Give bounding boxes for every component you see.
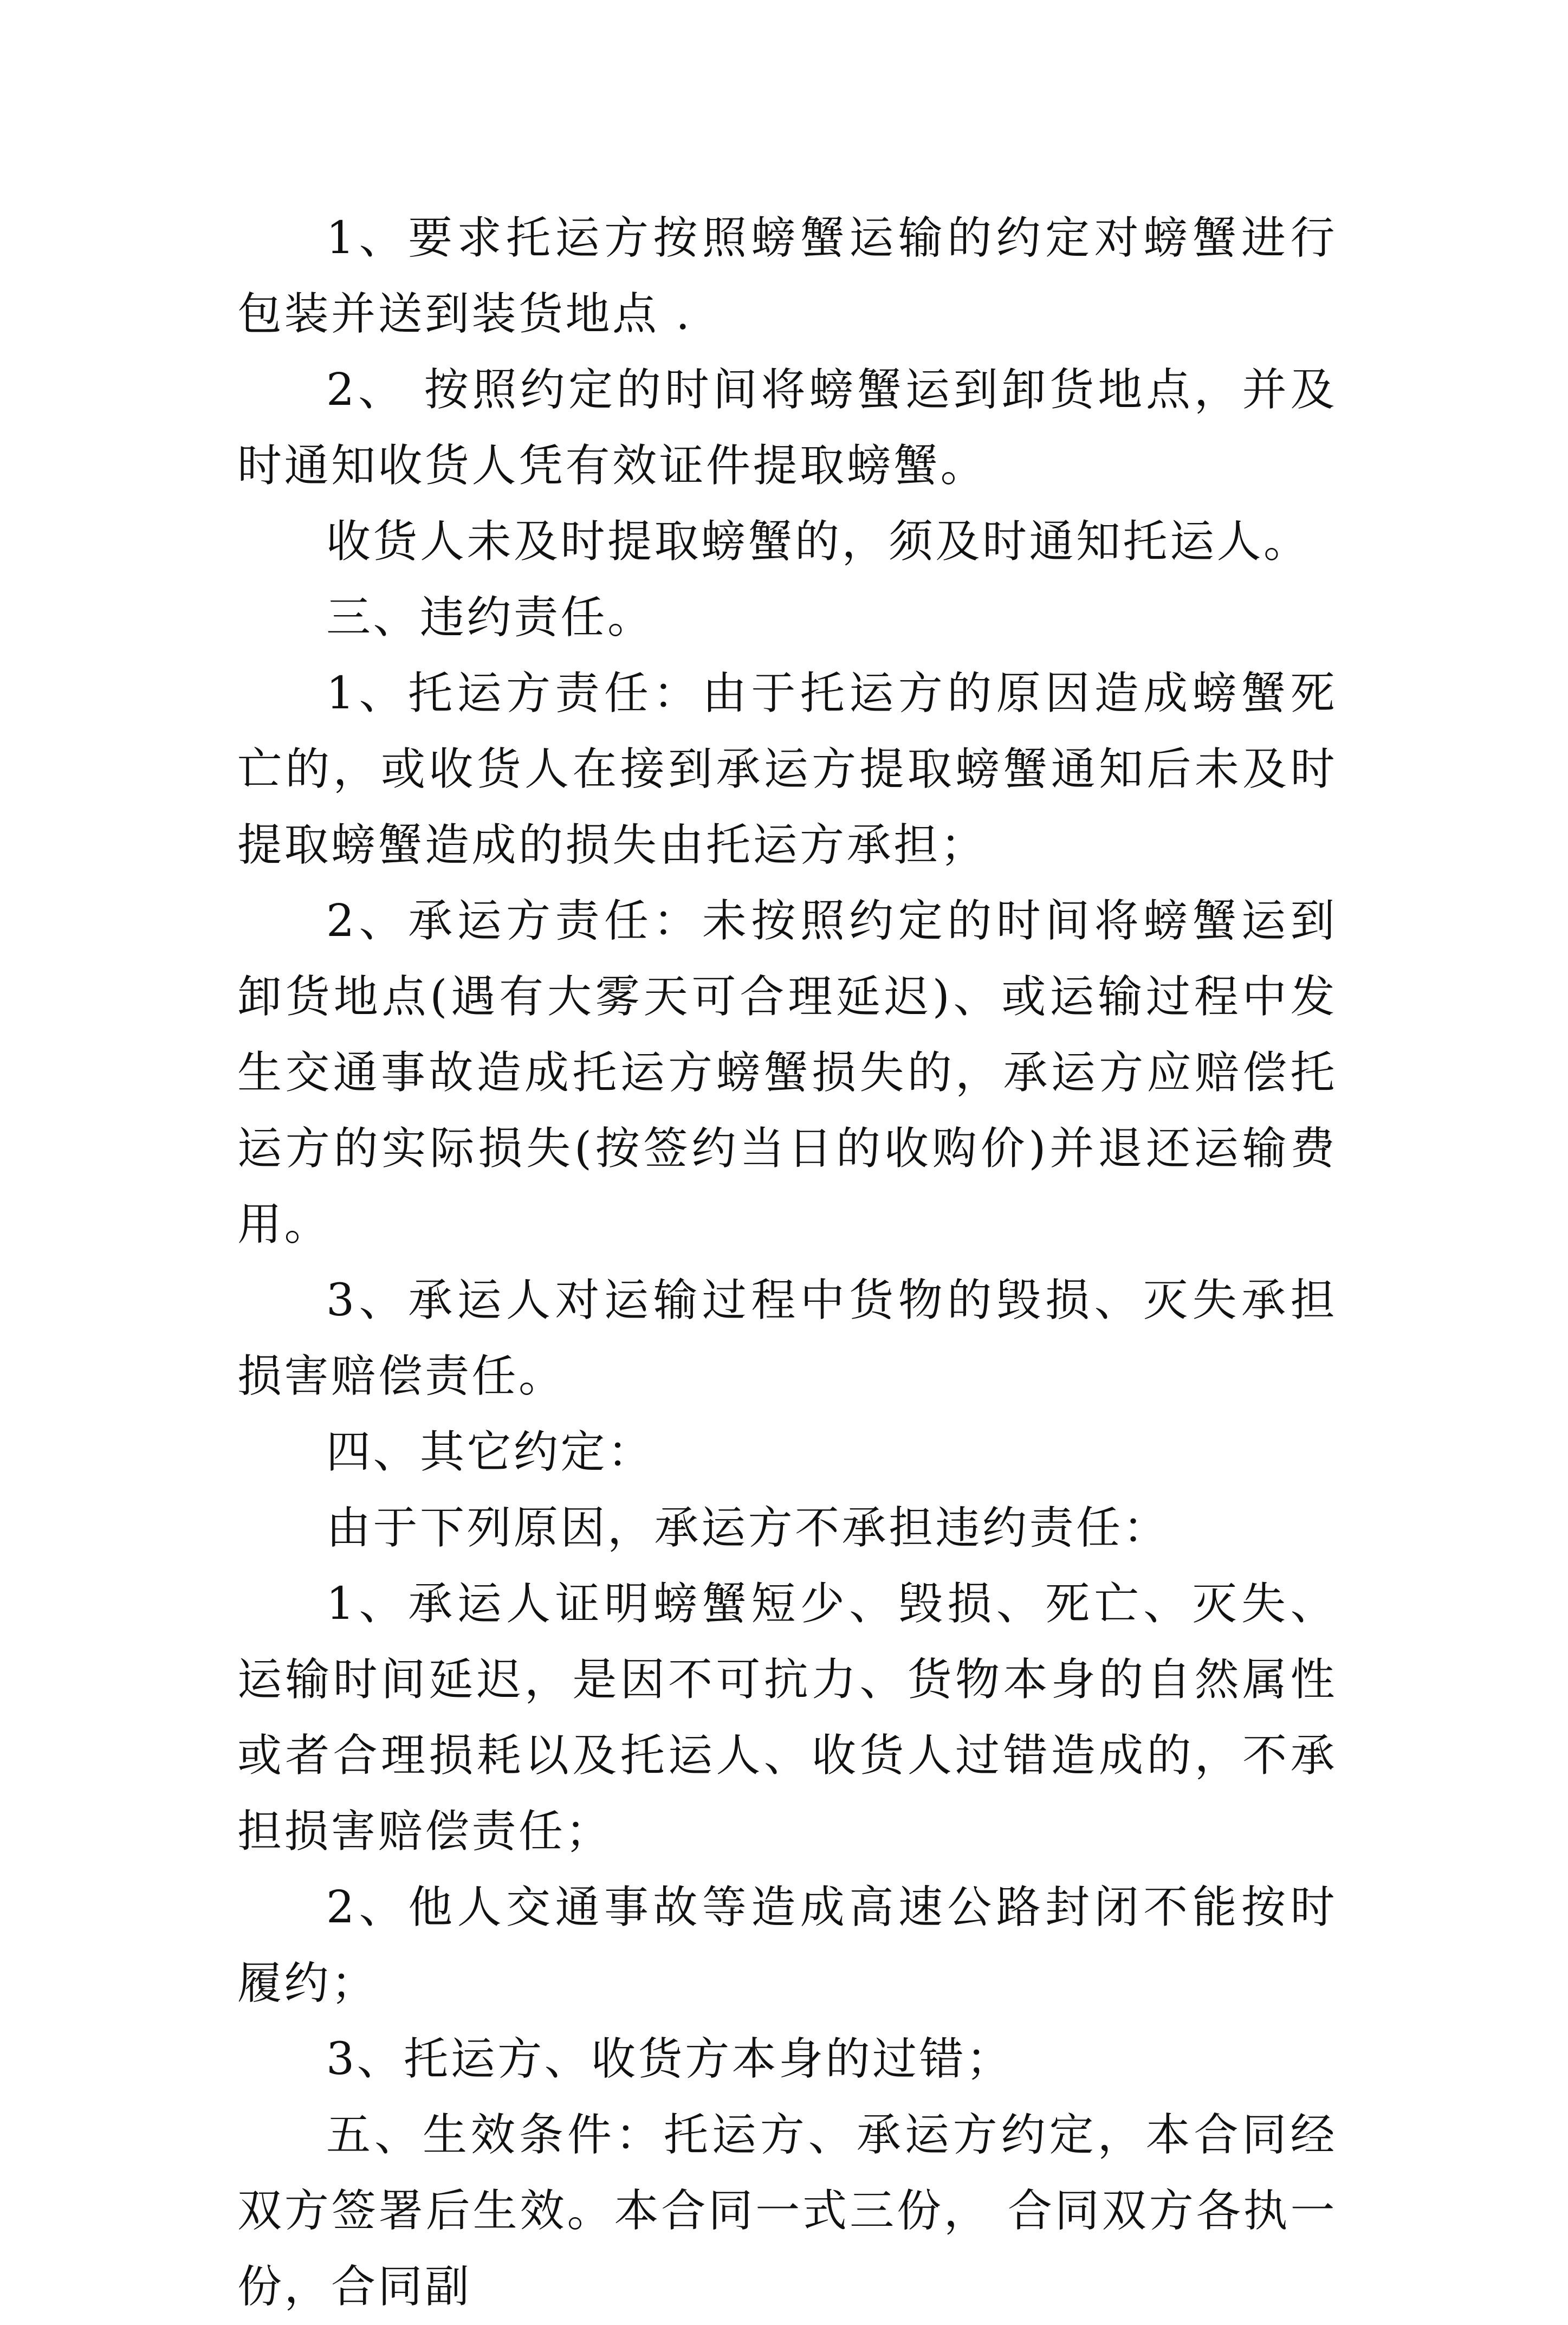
- clause-damage-compensation: 3、承运人对运输过程中货物的毁损、灭失承担损害赔偿责任。: [237, 1275, 1337, 1402]
- clause-exemption-1: 1、承运人证明螃蟹短少、毁损、死亡、灭失、运输时间延迟，是因不可抗力、货物本身的自然属性或者合理损耗以及托运人、收货人过错造成的，不承担损害赔偿责任；: [237, 1578, 1337, 1857]
- clause-exemption-3: 3、托运方、收货方本身的过错；: [326, 2033, 1013, 2085]
- clause-exemption-intro: 由于下列原因，承运方不承担违约责任：: [326, 1502, 1170, 1554]
- clause-exemption-2: 2、他人交通事故等造成高速公路封闭不能按时履约；: [237, 1882, 1337, 2009]
- clause-consignee-notice: 收货人未及时提取螃蟹的，须及时通知托运人。: [326, 516, 1311, 567]
- section-effective-conditions: 五、生效条件：托运方、承运方约定，本合同经双方签署后生效。本合同一式三份， 合同双方各执一份，合同副: [237, 2109, 1337, 2313]
- contract-text-body: [237, 201, 1337, 2325]
- section-heading-other: 四、其它约定：: [326, 1426, 655, 1478]
- clause-carrier-duty-2: 2、 按照约定的时间将螃蟹运到卸货地点，并及时通知收货人凭有效证件提取螃蟹。: [237, 364, 1337, 492]
- clause-shipper-liability: 1、托运方责任：由于托运方的原因造成螃蟹死亡的，或收货人在接到承运方提取螃蟹通知后未及时提取螃蟹造成的损失由托运方承担；: [237, 668, 1337, 871]
- clause-carrier-duty-1: 1、要求托运方按照螃蟹运输的约定对螃蟹进行包装并送到装货地点 .: [237, 212, 1337, 340]
- clause-carrier-liability: 2、承运方责任：未按照约定的时间将螃蟹运到卸货地点(遇有大雾天可合理延迟)、或运输过程中发生交通事故造成托运方螃蟹损失的，承运方应赔偿托运方的实际损失(按签约当日的收购价)并退还运输费用。: [237, 895, 1337, 1250]
- section-heading-breach: 三、违约责任。: [326, 592, 655, 643]
